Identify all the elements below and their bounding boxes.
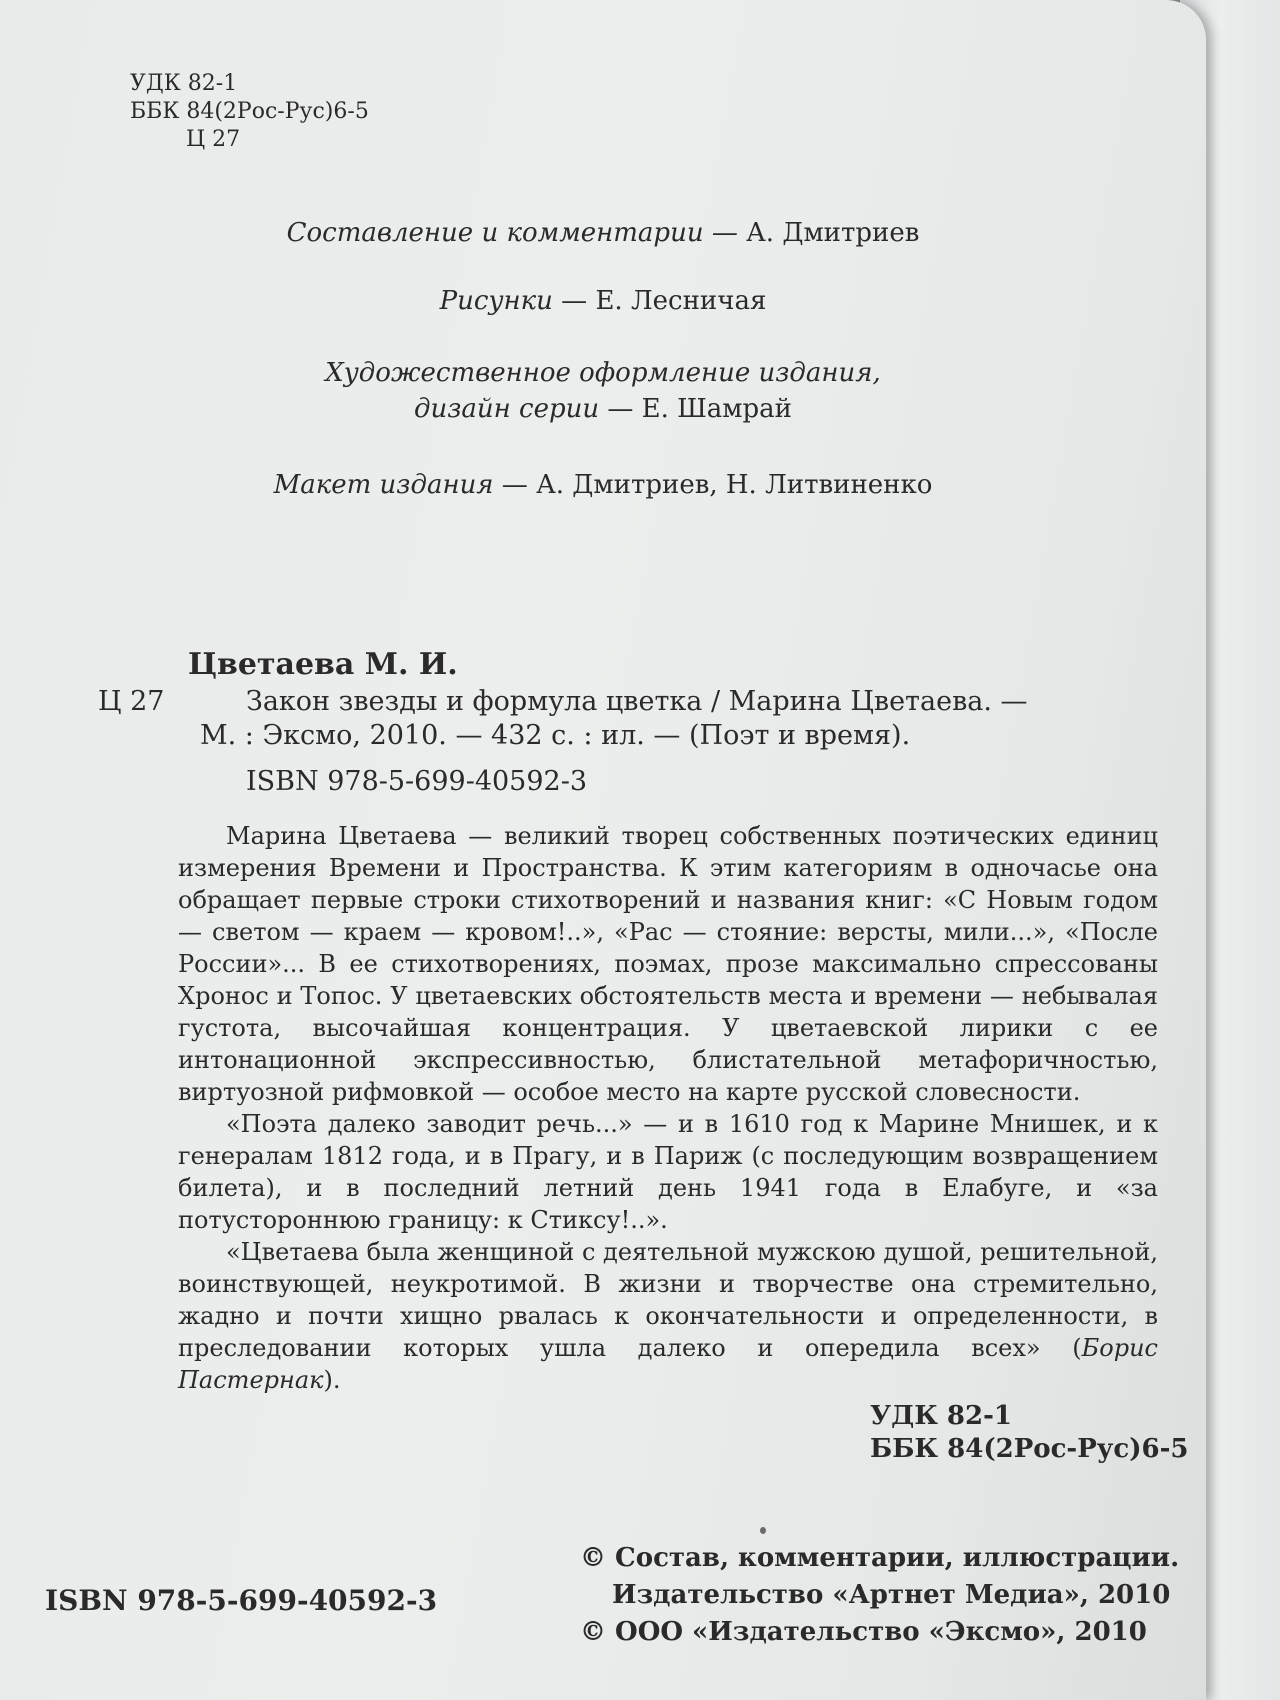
quote-end: ). [323, 1366, 341, 1394]
credit-art-design-line1 [0, 360, 1206, 386]
copyright-line-1: © Состав, комментарии, иллюстрации. [580, 1543, 1180, 1573]
catalog-author: Цветаева М. И. [188, 647, 458, 682]
footer-isbn: ISBN 978-5-699-40592-3 [45, 1584, 438, 1617]
footer-bbk: ББК 84(2Рос-Рус)6-5 [870, 1434, 1189, 1464]
udk-code: УДК 82-1 [130, 71, 238, 96]
copyright-line-2: Издательство «Артнет Медиа», 2010 [612, 1580, 1171, 1610]
annotation-paragraph-2: «Поэта далеко заводит речь...» — и в 1610 год к Марине Мнишек, и к генералам 1812 года, и в Прагу, и в Париж (с последующим возвращением билета), и в последний летний день 1941 года в Елабуге, и «за потустороннюю границу: к Стиксу!..». [178, 1110, 1158, 1234]
credit-separator: — [552, 286, 596, 316]
credit-role: Макет издания [273, 470, 494, 500]
copyright-line-3: © ООО «Издательство «Эксмо», 2010 [580, 1617, 1147, 1647]
credit-separator: — [703, 218, 747, 248]
credit-separator: — [493, 470, 537, 500]
footer-udk: УДК 82-1 [870, 1401, 1012, 1431]
credit-role: Рисунки [439, 286, 553, 316]
credit-separator: — [599, 394, 642, 424]
credit-layout [0, 472, 1206, 498]
quote-attribution: Борис Пастернак [178, 1334, 1158, 1394]
credit-names: А. Дмитриев [746, 218, 920, 248]
classification-codes [130, 70, 369, 154]
credit-illustrations [0, 288, 1206, 314]
author-mark: Ц 27 [186, 127, 241, 152]
credit-names: А. Дмитриев, Н. Литвиненко [536, 470, 933, 500]
credit-series-design [0, 396, 1206, 422]
catalog-call-number: Ц 27 [98, 686, 165, 717]
credit-names: Е. Шамрай [641, 394, 793, 424]
copyright-block [580, 1540, 1179, 1651]
credit-names: Е. Лесничая [595, 286, 767, 316]
catalog-imprint-line: М. : Эксмо, 2010. — 432 с. : ил. — (Поэт и время). [200, 720, 911, 751]
bbk-code: ББК 84(2Рос-Рус)6-5 [130, 99, 369, 124]
annotation-paragraph-1: Марина Цветаева — великий творец собственных поэтических единиц измерения Времени и Пространства. К этим категориям в одночасье она обращает первые строки стихотворений и названия книг: «С Новым годом — светом — краем — кровом!..», «Рас — стояние: версты, мили...», «После России»... В ее стихотворениях, поэмах, прозе максимально спрессованы Хронос и Топос. У цветаевских обстоятельств места и времени — небывалая густота, высочайшая концентрация. У цветаевской лирики с ее интонационной экспрессивностью, блистательной метафоричностью, виртуозной рифмовкой — особое место на карте русской словесности. [178, 822, 1158, 1106]
catalog-isbn: ISBN 978-5-699-40592-3 [246, 766, 588, 797]
credit-role: Художественное оформление издания, [325, 358, 881, 388]
credit-role: дизайн серии [413, 394, 600, 424]
credit-role: Составление и комментарии [286, 218, 704, 248]
annotation-paragraph-3 [178, 1236, 1158, 1396]
footer-classification [870, 1400, 1189, 1466]
catalog-title-line: Закон звезды и формула цветка / Марина Цветаева. — [246, 686, 1028, 717]
print-speck [760, 1527, 766, 1534]
quote-text: «Цветаева была женщиной с деятельной мужскою душой, решительной, воинствующей, неукротимой. В жизни и творчестве она стремительно, жадно и почти хищно рвалась к окончательности и определенности, в преследовании которых ушла далеко и опередила всех» ( [178, 1238, 1158, 1362]
credit-compilation [0, 220, 1206, 246]
